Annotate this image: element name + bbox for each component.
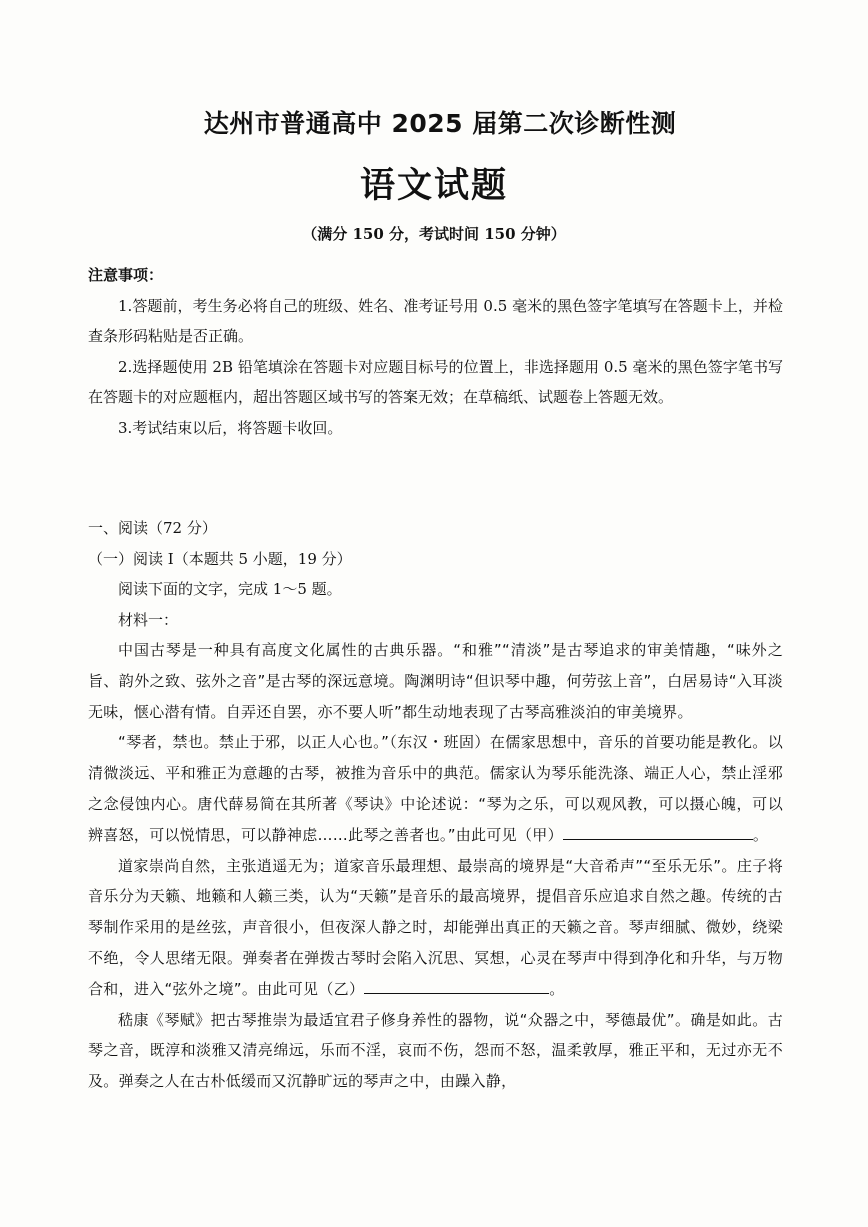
part-title: 一、阅读（72 分） bbox=[88, 519, 217, 537]
passage-paragraph-1: 中国古琴是一种具有高度文化属性的古典乐器。“和雅”“清淡”是古琴追求的审美情趣，“味外之旨、韵外之致、弦外之音”是古琴的深远意境。陶渊明诗“但识琴中趣，何劳弦上音”，白居易诗“入耳淡无味，惬心潜有情。自弄还自罢，亦不要人听”都生动地表现了古琴高雅淡泊的审美境界。 bbox=[88, 641, 783, 721]
answer-blank-yi bbox=[364, 979, 549, 994]
sub-title: （一）阅读 I（本题共 5 小题，19 分） bbox=[88, 549, 352, 568]
exam-title: 达州市普通高中 2025 届第二次诊断性测 bbox=[203, 109, 677, 138]
reading-section bbox=[88, 513, 783, 1097]
passage-paragraph-2 bbox=[88, 727, 783, 850]
subject-title: 语文试题 bbox=[359, 165, 508, 206]
passage-paragraph-2-text: “琴者，禁也。禁止于邪，以正人心也。”（东汉・班固）在儒家思想中，音乐的首要功能是教化。以清微淡远、平和雅正为意趣的古琴，被推为音乐中的典范。儒家认为琴乐能洗涤、端正人心，禁止淫邪之念侵蚀内心。唐代薛易简在其所著《琴诀》中论述说：“琴为之乐，可以观风教，可以摄心魄，可以辨喜怒，可以悦情思，可以静神虑……此琴之善者也。”由此可见（甲） bbox=[88, 733, 783, 844]
note-item-3: 3.考试结束以后，将答题卡收回。 bbox=[118, 418, 343, 437]
answer-blank-jia bbox=[563, 825, 753, 840]
notes-block bbox=[88, 260, 783, 443]
instruction: 阅读下面的文字，完成 1～5 题。 bbox=[118, 580, 342, 598]
material-label: 材料一： bbox=[118, 610, 179, 629]
passage-paragraph-3 bbox=[88, 851, 783, 1005]
passage-paragraph-3-text: 道家崇尚自然，主张逍遥无为；道家音乐最理想、最崇高的境界是“大音希声”“至乐无乐”。庄子将音乐分为天籁、地籁和人籁三类，认为“天籁”是音乐的最高境界，提倡音乐应追求自然之趣。传统的古琴制作采用的是丝弦，声音很小，但夜深人静之时，却能弹出真正的天籁之音。琴声细腻、微妙，绕梁不绝，令人思绪无限。弹奏者在弹拨古琴时会陷入沉思、冥想，心灵在琴声中得到净化和升华，与万物合和，进入“弦外之境”。由此可见（乙） bbox=[88, 856, 783, 998]
passage-paragraph-3-end: 。 bbox=[549, 979, 565, 998]
notes-heading: 注意事项： bbox=[88, 266, 164, 284]
exam-info: （满分 150 分，考试时间 150 分钟） bbox=[302, 225, 566, 243]
passage-paragraph-2-end: 。 bbox=[752, 825, 769, 844]
passage-paragraph-4: 嵇康《琴赋》把古琴推崇为最适宜君子修身养性的器物，说“众器之中，琴德最优”。确是如此。古琴之音，既淳和淡雅又清亮绵远，乐而不淫，哀而不伤，怨而不怒，温柔敦厚，雅正平和，无过亦无不及。弹奏之人在古朴低缓而又沉静旷远的琴声之中，由躁入静， bbox=[88, 1010, 783, 1091]
note-item-2: 2.选择题使用 2B 铅笔填涂在答题卡对应题目标号的位置上，非选择题用 0.5 毫米的黑色签字笔书写在答题卡的对应题框内，超出答题区域书写的答案无效；在草稿纸、试题卷上答题无效。 bbox=[88, 357, 783, 406]
note-item-1: 1.答题前，考生务必将自己的班级、姓名、准考证号用 0.5 毫米的黑色签字笔填写在答题卡上，并检查条形码粘贴是否正确。 bbox=[88, 296, 783, 345]
